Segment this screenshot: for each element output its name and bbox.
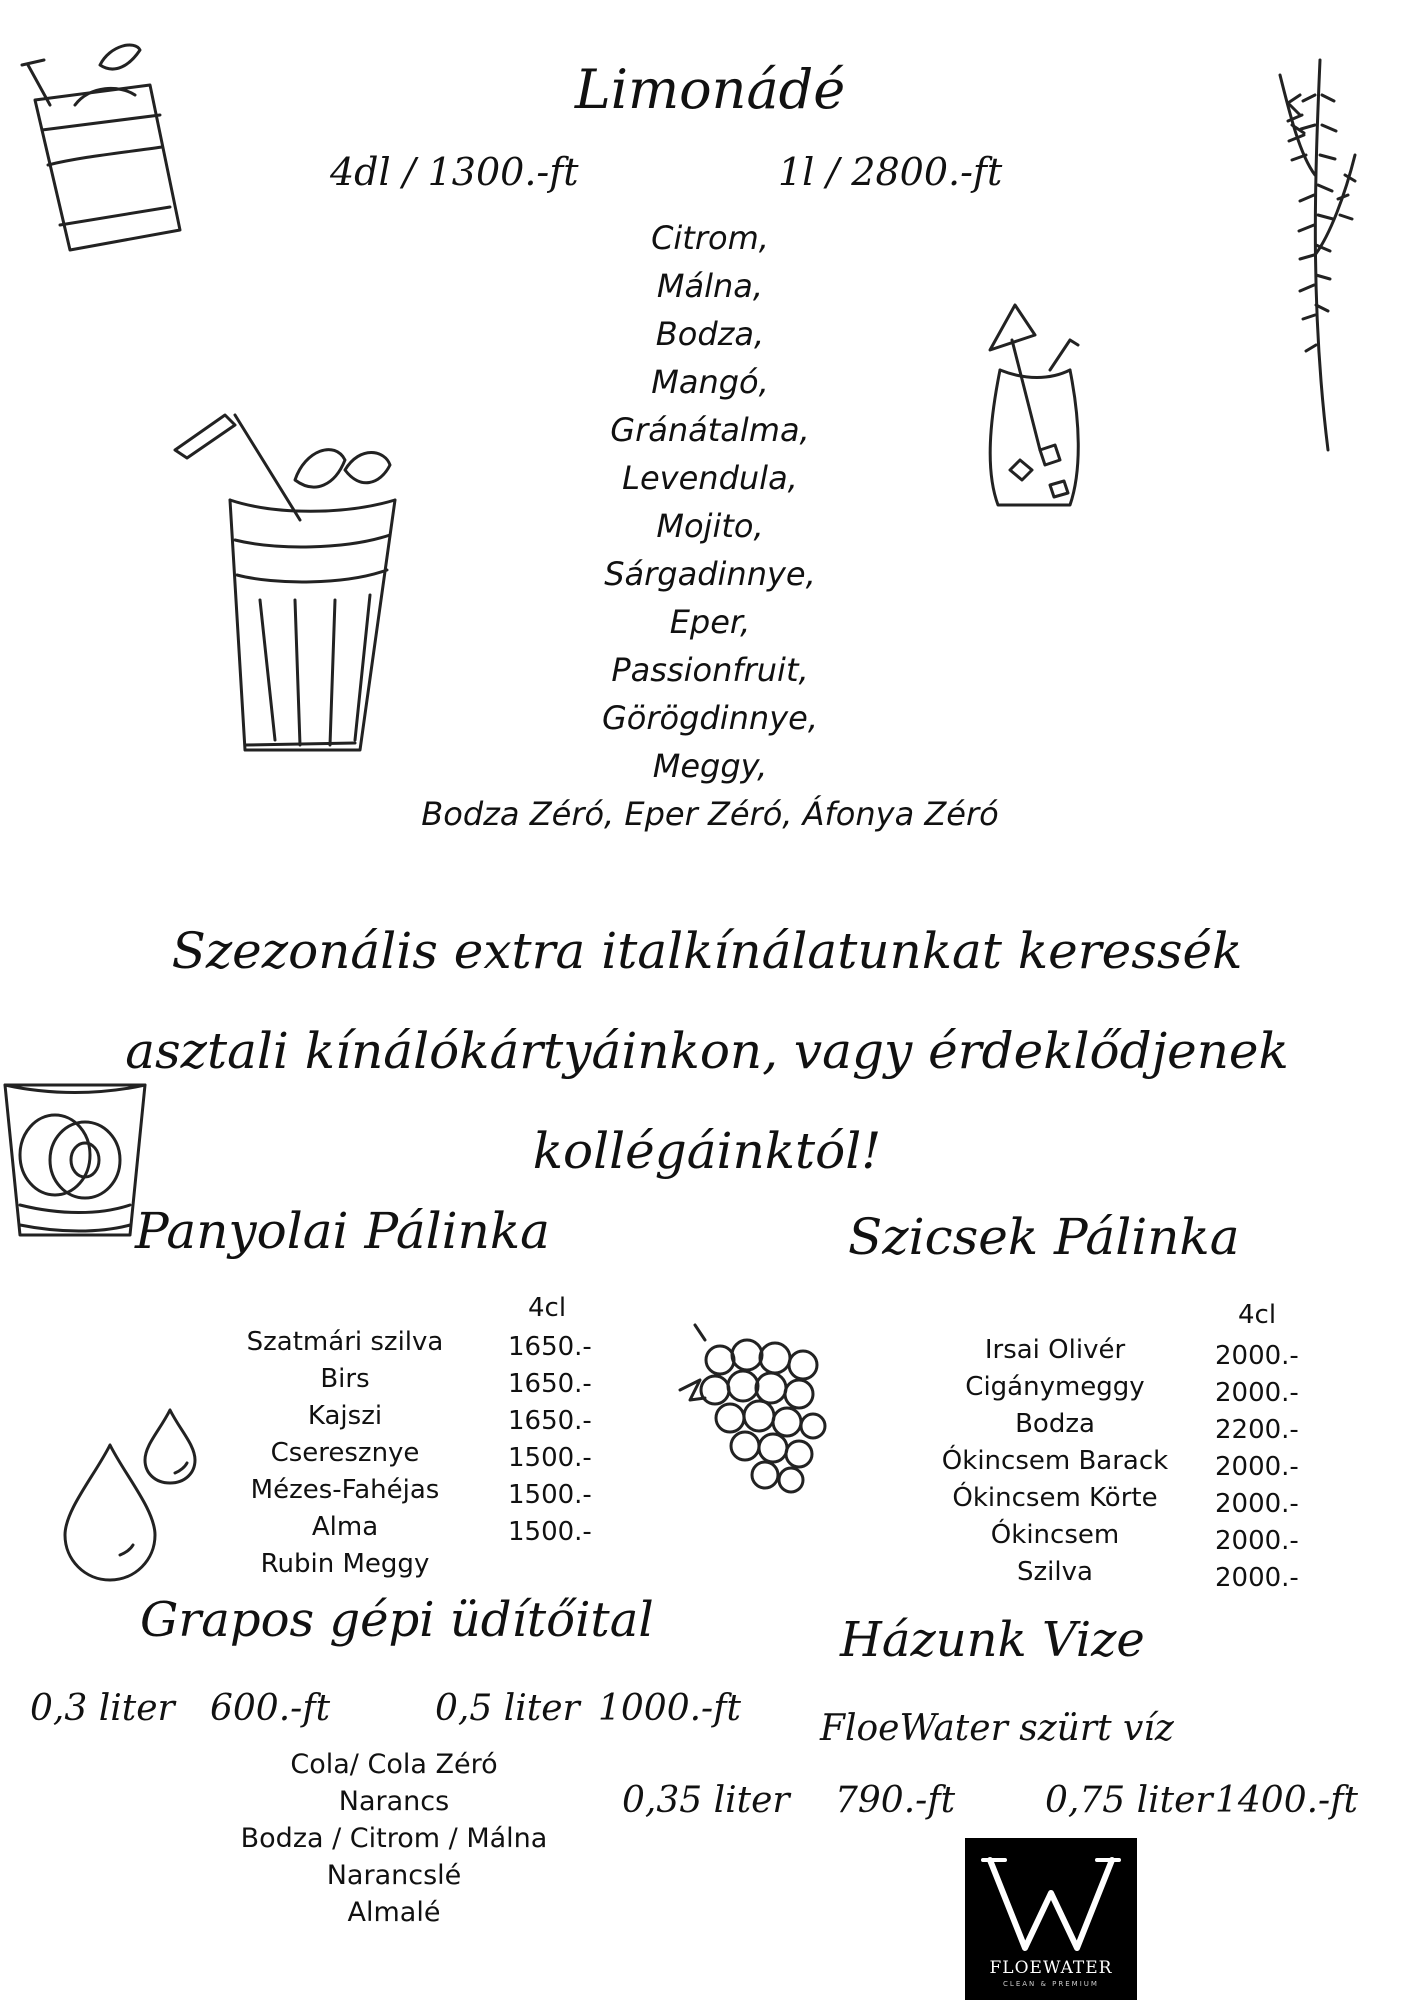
- list-item: Bodza / Citrom / Málna: [240, 1823, 548, 1854]
- list-item: Almalé: [347, 1897, 441, 1928]
- panyolai-title: Panyolai Pálinka: [135, 1202, 550, 1260]
- list-item: Cseresznye: [270, 1438, 420, 1468]
- grapos-price-small: 600.-ft: [210, 1688, 331, 1729]
- list-item: Málna,: [656, 267, 764, 305]
- szicsek-prices: [1215, 1338, 1299, 1597]
- list-item: Meggy,: [652, 747, 768, 785]
- grapes-illustration: [675, 1320, 840, 1500]
- list-item: Rubin Meggy: [260, 1549, 430, 1579]
- list-item: Cigánymeggy: [965, 1372, 1145, 1402]
- grapos-price-large: 1000.-ft: [598, 1688, 742, 1729]
- list-item: Görögdinnye,: [602, 699, 818, 737]
- logo-text: FLOEWATER: [989, 1958, 1113, 1978]
- water-price-large: 1400.-ft: [1215, 1780, 1359, 1821]
- grapos-items: [214, 1746, 574, 1931]
- list-item: Narancs: [338, 1786, 450, 1817]
- price: 2000.-: [1215, 1563, 1299, 1593]
- price: 2000.-: [1215, 1378, 1299, 1408]
- price: 1650.-: [508, 1406, 592, 1436]
- list-item: Birs: [320, 1364, 370, 1394]
- list-item: Ókincsem Körte: [952, 1483, 1158, 1513]
- notice-line-3: kollégáinktól!: [532, 1122, 882, 1180]
- notice-line-2: asztali kínálókártyáinkon, vagy érdeklődjenek: [125, 1022, 1289, 1080]
- szicsek-title: Szicsek Pálinka: [848, 1208, 1240, 1266]
- price: 2000.-: [1215, 1489, 1299, 1519]
- szicsek-unit: 4cl: [1238, 1300, 1277, 1330]
- list-item: Irsai Olivér: [984, 1335, 1126, 1365]
- limonade-flavor-list: [410, 214, 1010, 838]
- list-item: Sárgadinnye,: [604, 555, 816, 593]
- list-item: Gránátalma,: [610, 411, 810, 449]
- limonade-price-small: 4dl / 1300.-ft: [330, 150, 579, 194]
- list-item: Eper,: [669, 603, 751, 641]
- limonade-price-large: 1l / 2800.-ft: [778, 150, 1003, 194]
- szicsek-items: [920, 1332, 1190, 1591]
- list-item: Levendula,: [622, 459, 798, 497]
- water-price-small: 790.-ft: [835, 1780, 956, 1821]
- price: 1500.-: [508, 1480, 592, 1510]
- price: 2000.-: [1215, 1341, 1299, 1371]
- panyolai-unit: 4cl: [528, 1293, 567, 1323]
- juice-glass-illustration: [20, 35, 190, 255]
- list-item: Passionfruit,: [611, 651, 809, 689]
- list-item: Mangó,: [651, 363, 769, 401]
- list-item: Narancslé: [326, 1860, 462, 1891]
- water-size-small: 0,35 liter: [622, 1780, 790, 1821]
- list-item: Bodza Zéró, Eper Zéró, Áfonya Zéró: [421, 795, 999, 833]
- list-item: Szatmári szilva: [246, 1327, 444, 1357]
- list-item: Mézes-Fahéjas Alma: [250, 1475, 440, 1542]
- list-item: Cola/ Cola Zéró: [290, 1749, 498, 1780]
- water-size-large: 0,75 liter: [1045, 1780, 1213, 1821]
- list-item: Bodza: [1015, 1409, 1095, 1439]
- water-title: Házunk Vize: [840, 1612, 1145, 1668]
- list-item: Bodza,: [655, 315, 765, 353]
- mojito-glass-illustration: [175, 400, 410, 760]
- grapos-size-small: 0,3 liter: [30, 1688, 175, 1729]
- floewater-logo: [965, 1838, 1137, 2000]
- price: 1500.-: [508, 1517, 592, 1547]
- list-item: Szilva: [1017, 1557, 1093, 1587]
- price: 2000.-: [1215, 1526, 1299, 1556]
- water-drops-icon: [55, 1405, 205, 1585]
- grapos-size-large: 0,5 liter: [435, 1688, 580, 1729]
- panyolai-items: [215, 1324, 475, 1583]
- price: 2200.-: [1215, 1415, 1299, 1445]
- price: 2000.-: [1215, 1452, 1299, 1482]
- logo-tagline: CLEAN & PREMIUM: [1003, 1980, 1099, 1988]
- grapos-title: Grapos gépi üdítőital: [140, 1592, 654, 1648]
- lavender-sprig-illustration: [1260, 55, 1370, 455]
- price: 1500.-: [508, 1443, 592, 1473]
- list-item: Kajszi: [307, 1401, 383, 1431]
- notice-line-1: Szezonális extra italkínálatunkat keressék: [171, 922, 1243, 980]
- list-item: Citrom,: [651, 219, 769, 257]
- price: 1650.-: [508, 1369, 592, 1399]
- price: 1650.-: [508, 1332, 592, 1362]
- list-item: Mojito,: [656, 507, 764, 545]
- water-subtitle: FloeWater szürt víz: [820, 1708, 1174, 1749]
- panyolai-prices: [508, 1329, 592, 1551]
- limonade-title: Limonádé: [574, 58, 846, 121]
- list-item: Ókincsem Barack: [941, 1446, 1169, 1476]
- list-item: Ókincsem: [990, 1520, 1120, 1550]
